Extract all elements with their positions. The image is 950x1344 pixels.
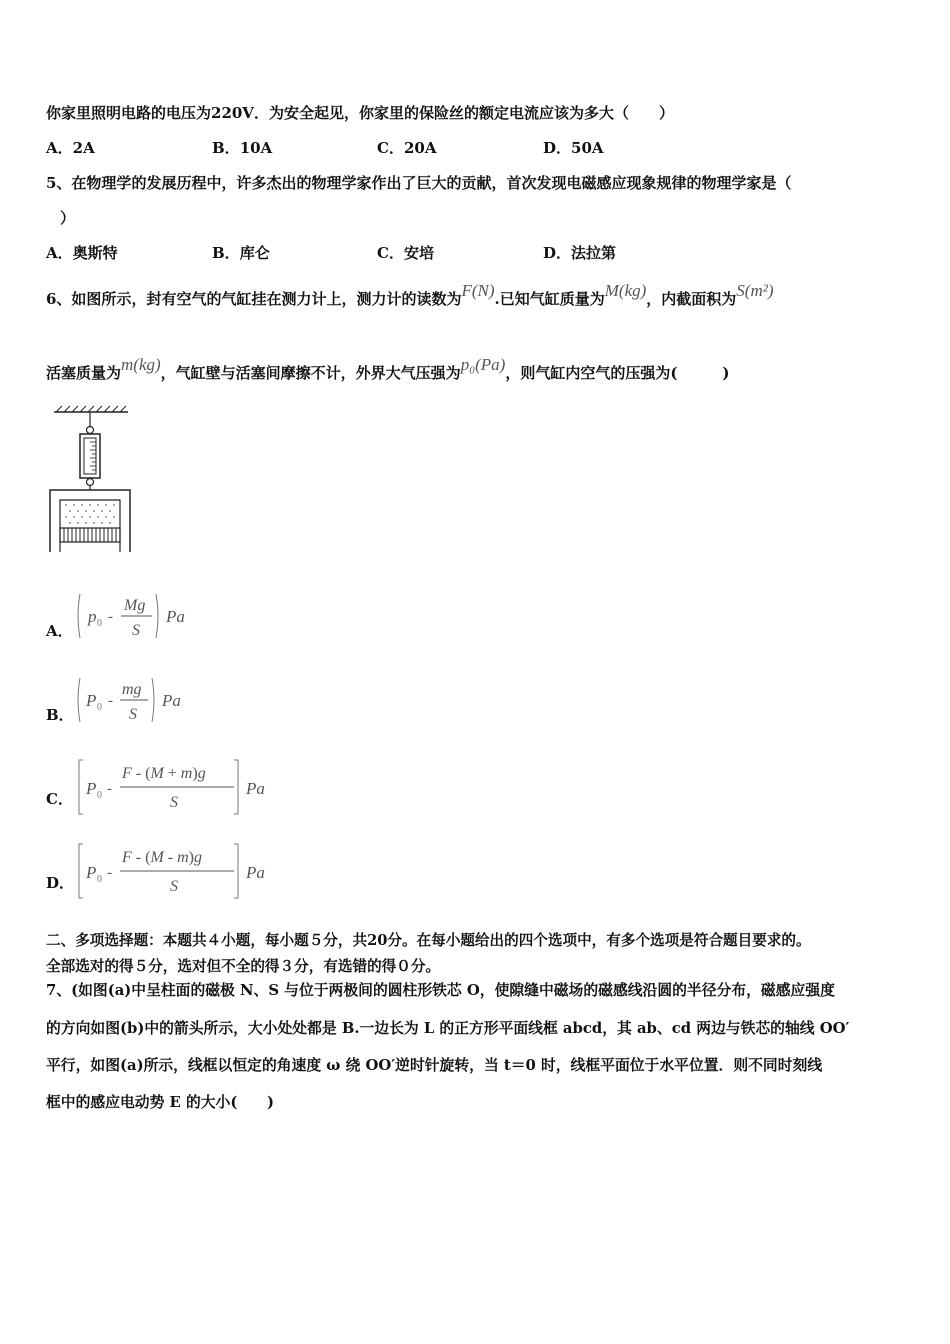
- q6-option-d-formula[interactable]: [74, 840, 284, 902]
- q6-option-d-label[interactable]: D．: [46, 874, 75, 892]
- svg-text:S: S: [132, 622, 140, 639]
- svg-text:-: -: [108, 609, 113, 625]
- q6-option-b-label[interactable]: B．: [46, 706, 74, 724]
- svg-text:0: 0: [97, 874, 102, 885]
- q4-option-b[interactable]: B．10A: [212, 139, 273, 157]
- q6-option-a-formula[interactable]: [74, 590, 204, 642]
- q4-option-a[interactable]: A．2A: [46, 139, 95, 157]
- q4-option-d[interactable]: D．50A: [543, 139, 604, 157]
- svg-text:F - (M + m)g: F - (M + m)g: [122, 765, 206, 782]
- svg-text:Pa: Pa: [246, 779, 265, 798]
- svg-text:S: S: [129, 706, 137, 723]
- q6-math-cylinder-mass: M(kg): [604, 281, 647, 300]
- q7-stem-line4: 框中的感应电动势 E 的大小( ): [46, 1094, 274, 1111]
- q5-stem-line1: 5、在物理学的发展历程中，许多杰出的物理学家作出了巨大的贡献，首次发现电磁感应现象规律的物理学家是（: [46, 174, 792, 192]
- q6-option-c-formula[interactable]: [74, 756, 284, 818]
- q7-stem-line2: 的方向如图(b)中的箭头所示，大小处处都是 B.一边长为 L 的正方形平面线框 abcd，其 ab、cd 两边与铁芯的轴线 OO′: [46, 1020, 850, 1037]
- q6-math-atm-pressure: p₀(Pa): [460, 355, 506, 374]
- svg-text:F - (M - m)g: F - (M - m)g: [122, 849, 202, 866]
- svg-text:-: -: [107, 865, 112, 881]
- svg-text:S: S: [170, 794, 178, 811]
- q6-math-area: S(m²): [736, 281, 774, 300]
- q6-stem-line2: 活塞质量为m(kg)，气缸壁与活塞间摩擦不计，外界大气压强为p₀(Pa)，则气缸内空气的压强为( ): [46, 355, 730, 382]
- svg-text:-: -: [107, 781, 112, 797]
- q5-option-b[interactable]: B．库仑: [212, 244, 270, 262]
- q4-option-c[interactable]: C．20A: [377, 139, 437, 157]
- svg-text:p: p: [88, 607, 97, 626]
- q4-stem: 你家里照明电路的电压为220V．为安全起见，你家里的保险丝的额定电流应该为多大（ ）: [46, 104, 674, 122]
- svg-text:0: 0: [97, 702, 102, 713]
- q7-stem-line1: 7、(如图(a)中呈柱面的磁极 N、S 与位于两极间的圆柱形铁芯 O，使隙缝中磁场的磁感线沿圆的半径分布，磁感应强度: [46, 982, 835, 999]
- svg-text:P: P: [86, 691, 97, 710]
- section2-header-line2: 全部选对的得５分，选对但不全的得３分，有选错的得０分。: [46, 958, 441, 975]
- q5-option-a[interactable]: A．奥斯特: [46, 244, 118, 262]
- q6-option-a-label[interactable]: A．: [46, 622, 73, 640]
- svg-text:Mg: Mg: [124, 597, 146, 614]
- svg-text:0: 0: [97, 618, 102, 629]
- svg-text:Pa: Pa: [162, 691, 181, 710]
- q5-option-d[interactable]: D．法拉第: [543, 244, 617, 262]
- svg-text:Pa: Pa: [166, 607, 185, 626]
- q7-stem-line3: 平行，如图(a)所示，线框以恒定的角速度 ω 绕 OO′逆时针旋转，当 t＝0 时，线框平面位于水平位置．则不同时刻线: [46, 1057, 823, 1074]
- q6-option-b-formula[interactable]: [74, 674, 204, 726]
- q5-option-c[interactable]: C．安培: [377, 244, 434, 262]
- q5-stem-line2: ）: [60, 209, 76, 227]
- svg-text:mg: mg: [122, 681, 142, 698]
- svg-text:S: S: [170, 878, 178, 895]
- svg-text:0: 0: [97, 790, 102, 801]
- svg-text:-: -: [108, 693, 113, 709]
- section2-header-line1: 二、多项选择题：本题共４小题，每小题５分，共20分。在每小题给出的四个选项中，有多个选项是符合题目要求的。: [46, 932, 811, 949]
- q6-math-piston-mass: m(kg): [121, 355, 161, 374]
- svg-text:P: P: [86, 779, 97, 798]
- q6-math-force: F(N): [461, 281, 495, 300]
- q6-option-c-label[interactable]: C．: [46, 790, 73, 808]
- svg-text:Pa: Pa: [246, 863, 265, 882]
- q6-stem-line1: 6、如图所示，封有空气的气缸挂在测力计上，测力计的读数为F(N).已知气缸质量为M(kg)，内截面积为S(m²): [46, 281, 774, 308]
- q6-cylinder-figure: [46, 404, 136, 556]
- svg-text:P: P: [86, 863, 97, 882]
